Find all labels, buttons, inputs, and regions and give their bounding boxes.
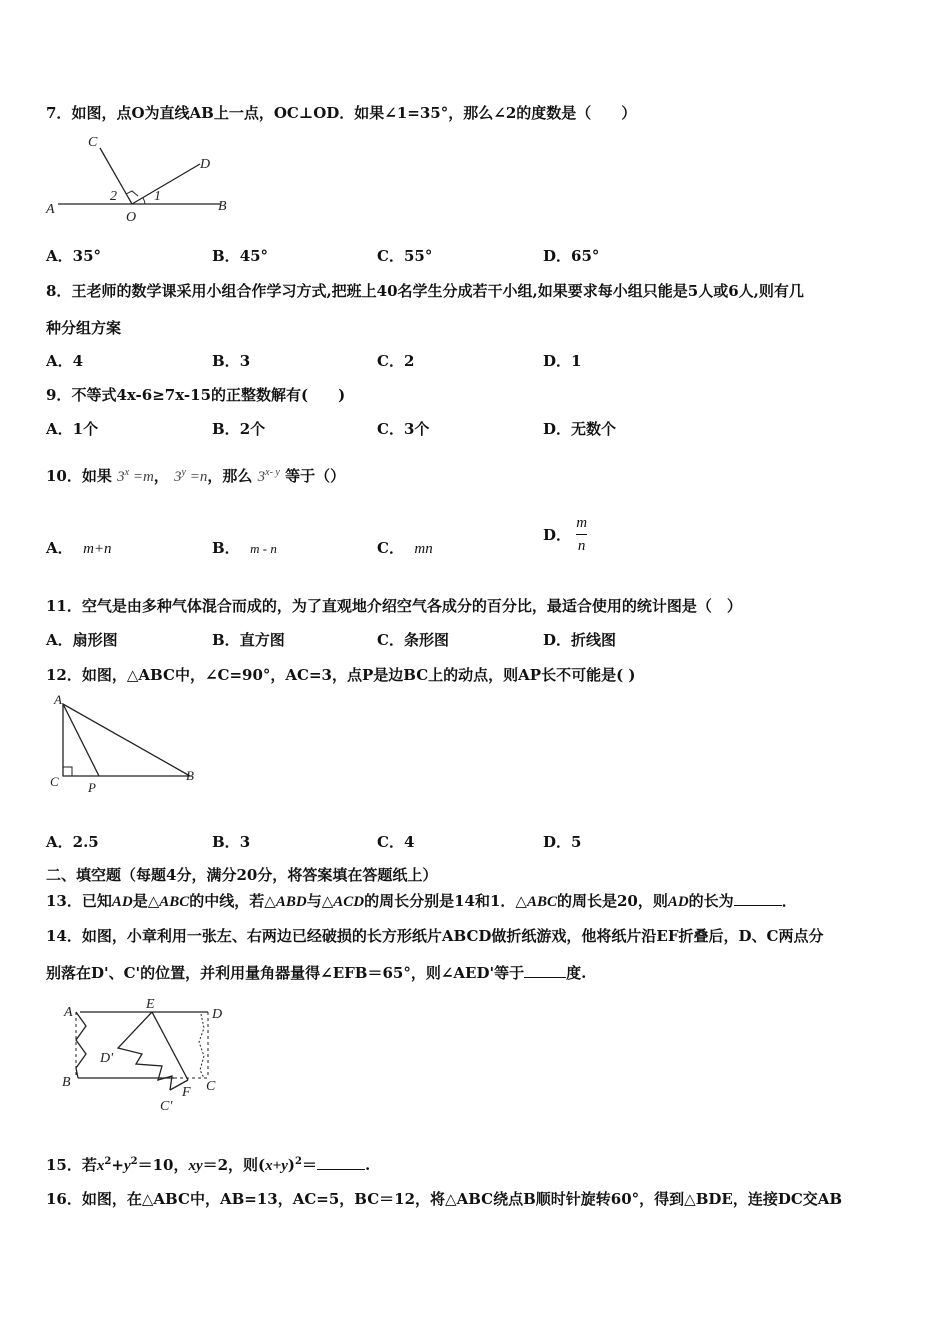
fold-line-ef [152, 1012, 188, 1080]
q8-option-d: D．1 [543, 352, 582, 370]
right-angle-mark [126, 191, 138, 196]
q10-fraction: $\frac{m}{n}$ [576, 512, 587, 557]
q10-expr-1: 3$^x$ =m [117, 467, 154, 485]
right-angle-mark [63, 767, 72, 776]
q10-option-c: C． mn [377, 539, 433, 557]
q12-option-c: C．4 [377, 833, 415, 851]
q7-option-b: B．45° [212, 247, 269, 265]
label-p: P [88, 780, 96, 795]
q12-stem: 12．如图，△ABC中，∠C=90°，AC=3，点P是边BC上的动点，则AP长不可能是( ) [46, 666, 636, 684]
q11-option-b: B．直方图 [212, 631, 285, 649]
q13-stem: 13．已知AD是△ABC的中线，若△ABD与△ACD的周长分别是14和1．△ABC的周长是20，则AD的长为 ． [46, 892, 797, 910]
q9-stem: 9．不等式4x-6≥7x-15的正整数解有( ) [46, 386, 346, 404]
label-angle-1: 1 [154, 189, 161, 204]
angle-1-arc [143, 198, 145, 204]
q10-option-d: D． $\frac{m}{n}$ [543, 512, 587, 557]
label-b: B [218, 199, 227, 214]
q14-stem-line2: 别落在D'、C'的位置，并利用量角器量得∠EFB＝65°，则∠AED'等于 度. [46, 964, 587, 982]
label-a: A [54, 692, 62, 707]
label-angle-2: 2 [110, 189, 117, 204]
label-d: D [200, 157, 211, 172]
q8-option-c: C．2 [377, 352, 415, 370]
q9-option-b: B．2个 [212, 420, 266, 438]
q7-figure [40, 128, 240, 228]
q11-option-a: A．扇形图 [46, 631, 118, 649]
q7-stem: 7．如图，点O为直线AB上一点，OC⊥OD．如果∠1=35°，那么∠2的度数是（ ） [46, 104, 637, 122]
label-d: D [212, 1007, 223, 1022]
q9-option-d: D．无数个 [543, 420, 617, 438]
q8-stem-line2: 种分组方案 [46, 319, 122, 337]
label-c: C [206, 1079, 216, 1094]
q10-option-a: A． m+n [46, 539, 112, 557]
q14-answer-blank[interactable] [524, 977, 566, 978]
q7-option-c: C．55° [377, 247, 433, 265]
q12-option-b: B．3 [212, 833, 251, 851]
label-a: A [46, 202, 55, 217]
torn-right-edge [199, 1014, 204, 1078]
q14-stem-line1: 14．如图，小章利用一张左、右两边已经破损的长方形纸片ABCD做折纸游戏，他将纸片沿EF折叠后，D、C两点分 [46, 927, 824, 945]
label-b: B [186, 768, 194, 783]
q8-option-b: B．3 [212, 352, 251, 370]
q11-option-c: C．条形图 [377, 631, 449, 649]
q9-option-c: C．3个 [377, 420, 430, 438]
q14-figure [56, 992, 236, 1120]
q13-answer-blank[interactable] [734, 905, 782, 906]
torn-left-edge [76, 1012, 86, 1078]
label-c: C [50, 774, 59, 789]
q15-stem: 15．若$x^2+y^2=10$，xy＝2，则$(x+y)^2=$ . [46, 1156, 371, 1174]
q7-option-d: D．65° [543, 247, 600, 265]
label-f: F [182, 1085, 191, 1100]
label-c: C [88, 135, 98, 150]
q7-option-a: A．35° [46, 247, 102, 265]
ray-od [132, 164, 200, 204]
label-b: B [62, 1075, 71, 1090]
q16-stem: 16．如图，在△ABC中，AB=13，AC=5，BC＝12，将△ABC绕点B顺时针旋转60°，得到△BDE，连接DC交AB [46, 1190, 843, 1208]
triangle-abc [63, 704, 190, 776]
section-2-title: 二、填空题（每题4分，满分20分，将答案填在答题纸上） [46, 866, 438, 884]
q12-option-d: D．5 [543, 833, 582, 851]
label-a: A [64, 1005, 73, 1020]
q11-option-d: D．折线图 [543, 631, 617, 649]
q11-stem: 11．空气是由多种气体混合而成的，为了直观地介绍空气各成分的百分比，最适合使用的统计图是（ ） [46, 597, 742, 615]
q8-stem-line1: 8．王老师的数学课采用小组合作学习方式,把班上40名学生分成若干小组,如果要求每小组只能是5人或6人,则有几 [46, 282, 804, 300]
q10-option-b: B． m - n [212, 539, 277, 557]
label-o: O [126, 210, 137, 225]
q12-option-a: A．2.5 [46, 833, 99, 851]
label-d-prime: D' [100, 1051, 114, 1066]
q10-expr-3: 3$^{x- y}$ [257, 467, 280, 485]
q15-answer-blank[interactable] [317, 1169, 365, 1170]
label-e: E [146, 997, 155, 1012]
q10-stem: 10．如果 3$^x$ =m， 3$^y$ =n，那么 3$^{x- y}$ 等于（） [46, 467, 346, 485]
label-c-prime: C' [160, 1099, 173, 1114]
q8-option-a: A．4 [46, 352, 84, 370]
q10-expr-2: 3$^y$ =n [174, 467, 208, 485]
q9-option-a: A．1个 [46, 420, 99, 438]
q12-figure [44, 690, 204, 800]
